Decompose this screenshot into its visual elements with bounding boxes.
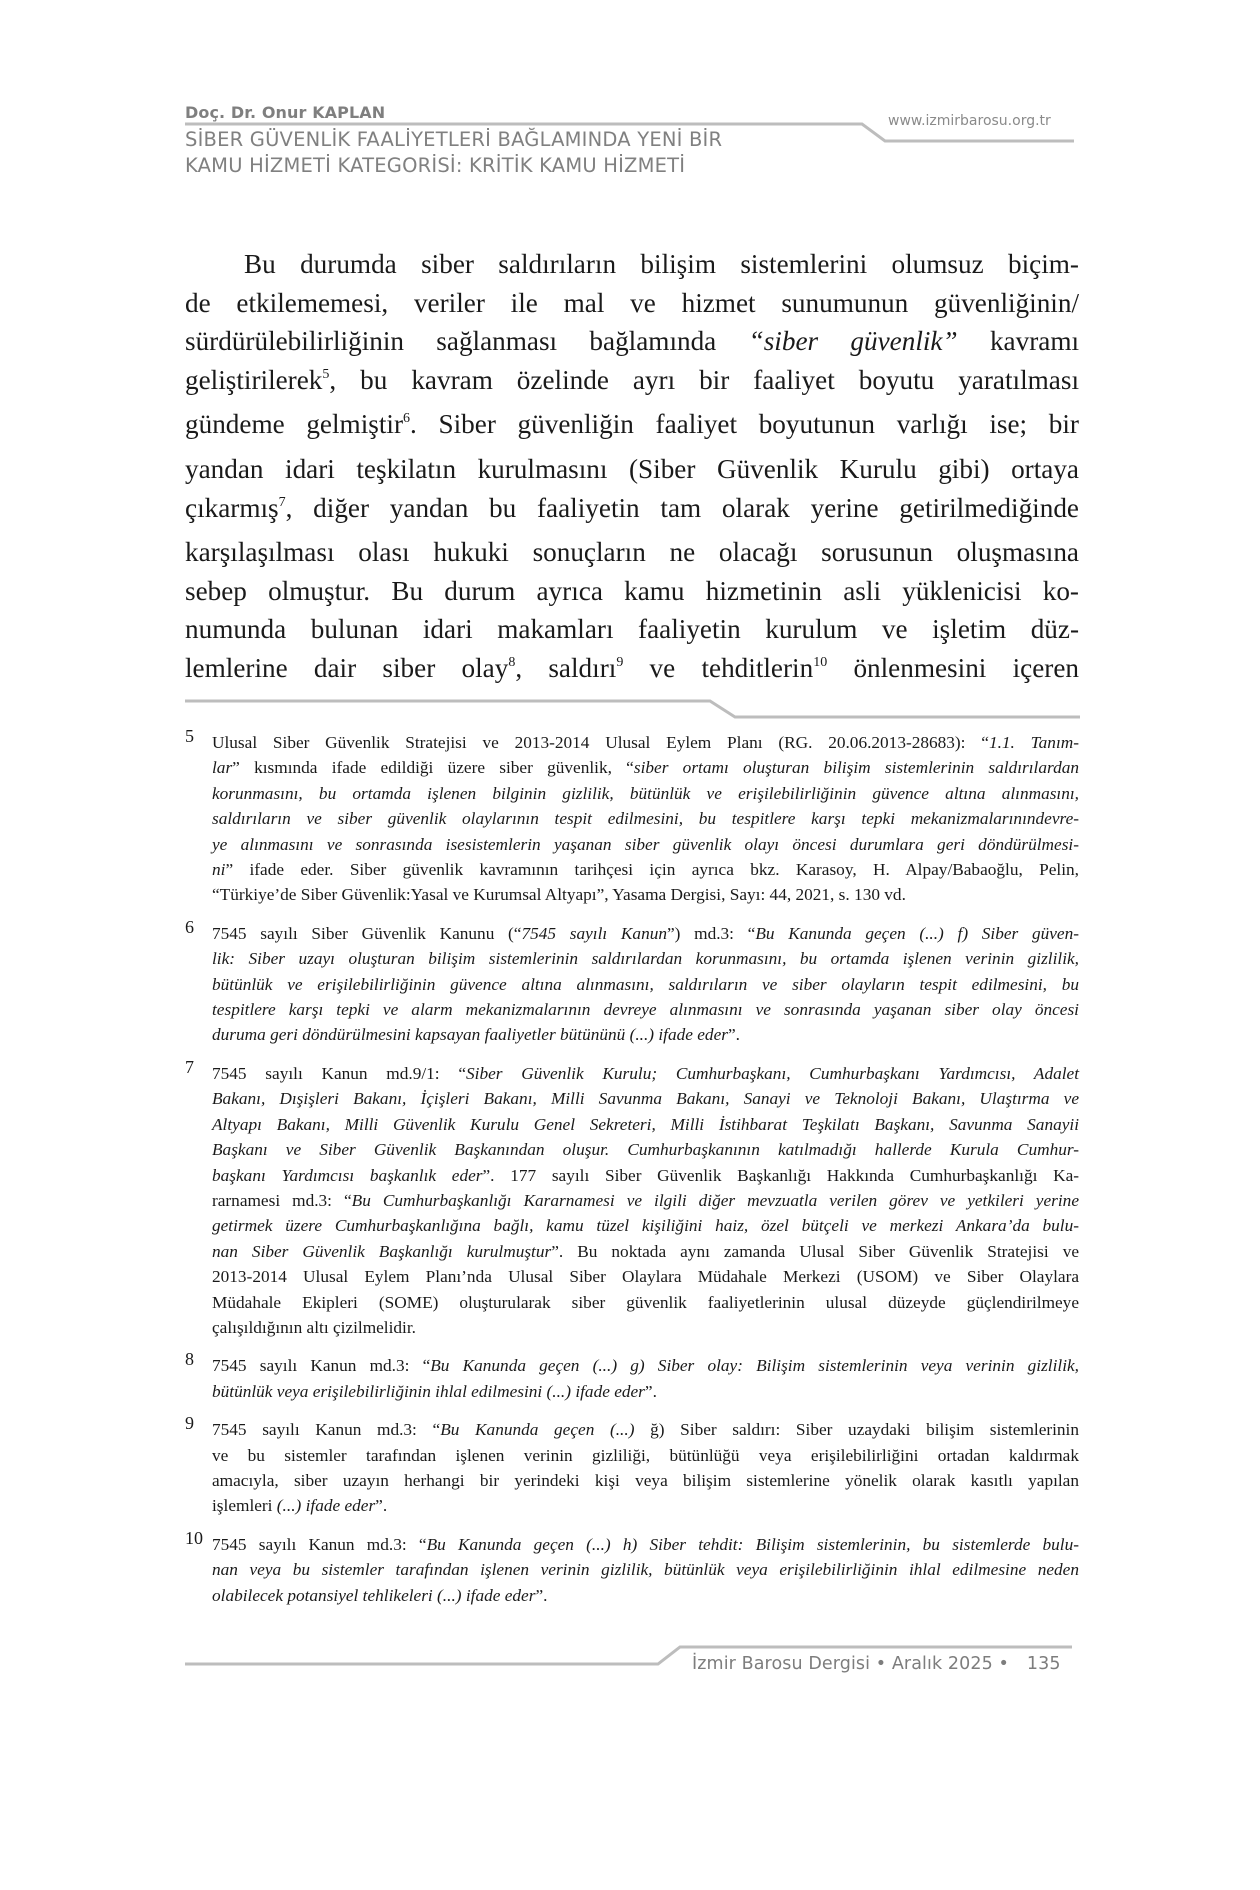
footnote-separator xyxy=(185,701,1080,717)
footnote-text: Ulusal Siber Güvenlik Stratejisi ve 2013-2014 Ulusal Eylem Planı (RG. 20.06.2013-28683): “1.1. Tanım- lar” kısmında ifade edildiği üzere siber güvenlik, “siber ortamı oluşturan bilişim sistemlerinin saldırılardan korunmasını, bu ortamda işlenen bilginin gizlilik, bütünlük ve erişilebilirliğinin güvence altına alınmasını, saldırıların ve siber güvenlik olaylarının tespit edilmesini, bu tespitlere karşı tepki mekanizmalarınındevre- ye alınmasını ve sonrasında isesistemlerin yaşanan siber güvenlik olayı öncesi durumlara geri döndürülmesi- ni” ifade eder. Siber güvenlik kavramının tarihçesi için ayrıca bkz. Karasoy, H. Alpay/Babaoğlu, Pelin, “Türkiye’de Siber Güvenlik:Yasal ve Kurumsal Altyapı”, Yasama Dergisi, Sayı: 44, 2021, s. 130 vd. xyxy=(212,733,1079,905)
page-footer xyxy=(692,1654,1061,1674)
footnote-text: 7545 sayılı Kanun md.9/1: “Siber Güvenlik Kurulu; Cumhurbaşkanı, Cumhurbaşkanı Yardımcısı, Adalet Bakanı, Dışişleri Bakanı, İçişleri Bakanı, Milli Savunma Bakanı, Sanayi ve Teknoloji Bakanı, Ulaştırma ve Altyapı Bakanı, Milli Güvenlik Kurulu Genel Sekreteri, Milli İstihbarat Teşkilatı Başkanı, Savunma Sanayii Başkanı ve Siber Güvenlik Başkanından oluşur. Cumhurbaşkanının katılmadığı hallerde Kurula Cumhur- başkanı Yardımcısı başkanlık eder”. 177 sayılı Siber Güvenlik Başkanlığı Hakkında Cumhurbaşkanlığı Ka- rarnamesi md.3: “Bu Cumhurbaşkanlığı Kararnamesi ve ilgili diğer mevzuatla verilen görev ve yetkileri yerine getirmek üzere Cumhurbaşkanlığına bağlı, kamu tüzel kişiliğini haiz, özel bütçeli ve merkezi Ankara’da bulu- nan Siber Güvenlik Başkanlığı kurulmuştur”. Bu noktada aynı zamanda Ulusal Siber Güvenlik Stratejisi ve 2013-2014 Ulusal Eylem Planı’nda Ulusal Siber Olaylara Müdahale Merkezi (USOM) ve Siber Olaylara Müdahale Ekipleri (SOME) oluşturularak siber güvenlik faaliyetlerinin ulusal düzeyde güçlendirilmeye çalışıldığının altı çizilmelidir. xyxy=(212,1063,1080,1337)
footnote-number: 6 xyxy=(185,916,194,937)
body-line: geliştirilerek$^5$, bu kavram özelinde ayrı bir faaliyet boyutu yaratılması xyxy=(185,364,1079,395)
footnote-ref-7[interactable]: 7 xyxy=(278,494,286,510)
website-link[interactable]: www.izmirbarosu.org.tr xyxy=(888,113,1051,129)
footnote-text: 7545 sayılı Kanun md.3: “Bu Kanunda geçen (...) ğ) Siber saldırı: Siber uzaydaki bilişim sistemlerinin ve bu sistemler tarafından işlenen verinin gizliliği, bütünlüğü veya erişilebilirliğini ortadan kaldırmak amacıyla, siber uzayın herhangi bir yerindeki kişi veya bilişim sistemlerine yönelik olarak kasıtlı yapılan işlemleri (...) ifade eder”. xyxy=(212,1420,1080,1516)
body-line: sürdürülebilirliğinin sağlanması bağlamında “siber güvenlik” kavramı xyxy=(185,326,1080,357)
body-line: de etkilememesi, veriler ile mal ve hizmet sunumunun güvenliğinin/ xyxy=(185,287,1079,318)
footnote-7 xyxy=(185,1056,1080,1340)
footnote-number: 8 xyxy=(185,1349,194,1370)
footnote-8 xyxy=(185,1349,1079,1404)
footnote-6 xyxy=(185,916,1079,1048)
footnote-number: 10 xyxy=(185,1527,203,1548)
footnote-ref-6[interactable]: 6 xyxy=(403,411,410,427)
footnote-9 xyxy=(185,1413,1080,1519)
footnote-text: 7545 sayılı Kanun md.3: “Bu Kanunda geçen (...) g) Siber olay: Bilişim sistemlerinin veya verinin gizlilik, bütünlük veya erişilebilirliğinin ihlal edilmesini (...) ifade eder”. xyxy=(212,1356,1079,1401)
article-title xyxy=(185,127,722,179)
body-line: çıkarmış$^7$, diğer yandan bu faaliyetin tam olarak yerine getirilmediğinde xyxy=(185,492,1079,523)
body-line: lemlerine dair siber olay$^8$, saldırı$^9$ ve tehditlerin$^{10}$ önlenmesini içeren xyxy=(185,652,1079,683)
emphasis-term: “siber güvenlik” xyxy=(748,326,958,357)
footnote-5 xyxy=(185,726,1079,908)
footnote-10 xyxy=(185,1527,1079,1608)
footnote-ref-9[interactable]: 9 xyxy=(616,654,624,670)
footnote-ref-10[interactable]: 10 xyxy=(813,654,828,670)
body-line: sebep olmuştur. Bu durum ayrıca kamu hizmetinin asli yüklenicisi ko- xyxy=(185,575,1079,606)
body-line: numunda bulunan idari makamları faaliyetin kurulum ve işletim düz- xyxy=(185,614,1079,645)
footnote-number: 5 xyxy=(185,726,194,746)
footnote-number: 9 xyxy=(185,1413,194,1434)
article-title-line-1: SİBER GÜVENLİK FAALİYETLERİ BAĞLAMINDA YENİ BİR xyxy=(185,128,723,151)
author-name: Doç. Dr. Onur KAPLAN xyxy=(185,103,386,122)
body-line: gündeme gelmiştir$^6$. Siber güvenliğin faaliyet boyutunun varlığı ise; bir xyxy=(185,409,1079,440)
journal-info: İzmir Barosu Dergisi • Aralık 2025 • xyxy=(692,1654,1009,1674)
footnote-ref-5[interactable]: 5 xyxy=(322,366,330,382)
footnote-number: 7 xyxy=(185,1056,194,1077)
body-line: Bu durumda siber saldırıların bilişim sistemlerini olumsuz biçim- xyxy=(244,249,1079,279)
footnote-text: 7545 sayılı Kanun md.3: “Bu Kanunda geçen (...) h) Siber tehdit: Bilişim sistemlerinin, bu sistemlerde bulu- nan veya bu sistemler tarafından işlenen verinin gizlilik, bütünlük veya erişilebilirliğinin ihlal edilmesine neden olabilecek potansiyel tehlikeleri (...) ifade eder”. xyxy=(212,1534,1079,1605)
page-number: 135 xyxy=(1026,1654,1061,1674)
body-line: yandan idari teşkilatın kurulmasını (Siber Güvenlik Kurulu gibi) ortaya xyxy=(185,453,1079,484)
body-paragraph xyxy=(185,245,1079,694)
footnote-text: 7545 sayılı Siber Güvenlik Kanunu (“7545 sayılı Kanun”) md.3: “Bu Kanunda geçen (...) f) Siber güven- lik: Siber uzayı oluşturan bilişim sistemlerinin saldırılardan korunmasını, bu ortamda işlenen verinin gizlilik, bütünlük ve erişilebilirliğinin güvence altına alınmasını, saldırıların ve siber olayların tespit edilmesini, bu tespitlere karşı tepki ve alarm mekanizmalarının devreye alınmasını ve sonrasında yaşanan siber olay öncesi duruma geri döndürülmesini kapsayan faaliyetler bütününü (...) ifade eder”. xyxy=(212,923,1079,1045)
footnote-ref-8[interactable]: 8 xyxy=(508,654,516,670)
footnotes-section xyxy=(185,726,1080,1621)
article-title-line-2: KAMU HİZMETİ KATEGORİSİ: KRİTİK KAMU HİZMETİ xyxy=(185,154,686,177)
body-line: karşılaşılması olası hukuki sonuçların ne olacağı sorusunun oluşmasına xyxy=(185,537,1079,568)
